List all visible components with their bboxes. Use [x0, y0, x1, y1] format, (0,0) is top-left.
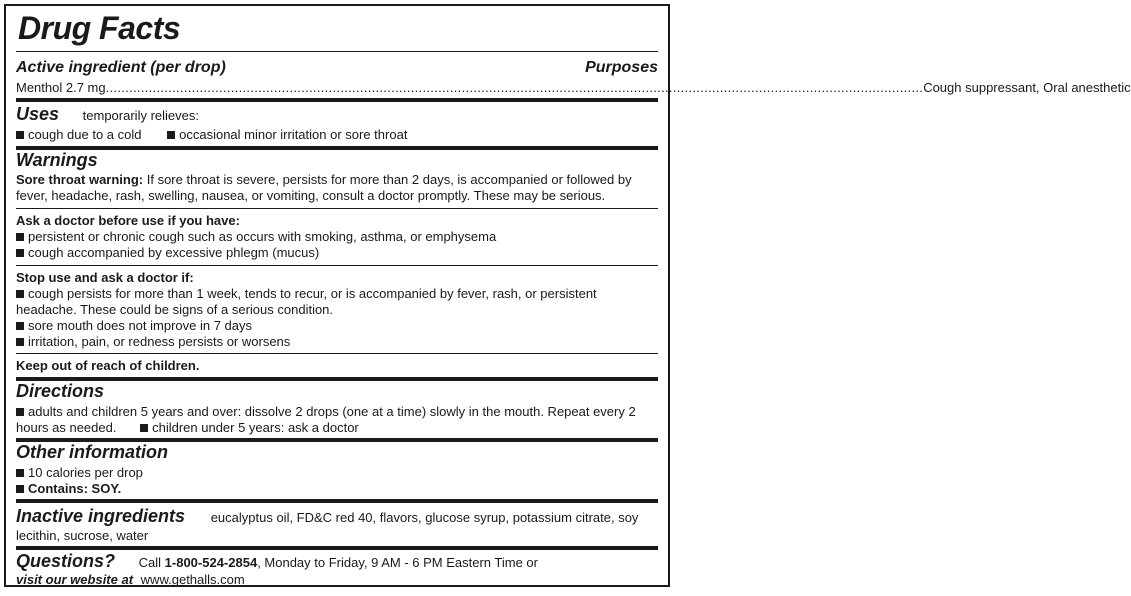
- active-purpose: Cough suppressant, Oral anesthetic: [923, 80, 1131, 95]
- keep-out-of-reach: Keep out of reach of children.: [16, 358, 200, 373]
- sore-throat-label: Sore throat warning:: [16, 172, 144, 187]
- list-item: irritation, pain, or redness persists or worsens: [16, 334, 658, 350]
- list-item: cough due to a cold: [16, 127, 141, 142]
- section-divider: [16, 546, 658, 550]
- bullet-icon: [16, 485, 24, 493]
- list-item: Contains: SOY.: [16, 481, 658, 497]
- directions-line-2: hours as needed. children under 5 years: ask a doctor: [16, 420, 359, 435]
- other-info-heading-row: [16, 444, 658, 462]
- bullet-icon: [16, 469, 24, 477]
- bullet-icon: [16, 131, 24, 139]
- sore-throat-warning-line-1: Sore throat warning: If sore throat is severe, persists for more than 2 days, is accompanied or followed by: [16, 172, 632, 187]
- section-divider: [16, 98, 658, 102]
- list-item: sore mouth does not improve in 7 days: [16, 318, 658, 334]
- bullet-icon: [167, 131, 175, 139]
- divider: [16, 208, 658, 209]
- list-item: cough accompanied by excessive phlegm (mucus): [16, 245, 658, 261]
- bullet-icon: [16, 408, 24, 416]
- active-ingredient-row: [16, 80, 1131, 96]
- website-row: [16, 572, 658, 588]
- directions-heading: Directions: [16, 381, 105, 401]
- visit-website-label: visit our website at: [16, 572, 134, 587]
- drug-facts-content: [16, 6, 1131, 587]
- bullet-icon: [140, 424, 148, 432]
- directions-heading-row: [16, 383, 658, 401]
- list-item: cough persists for more than 1 week, tends to recur, or is accompanied by fever, rash, or persistent: [16, 286, 658, 302]
- list-item: occasional minor irritation or sore throat: [167, 127, 407, 142]
- bullet-icon: [16, 249, 24, 257]
- inactive-ingredients-heading: Inactive ingredients: [16, 506, 186, 526]
- bullet-icon: [16, 322, 24, 330]
- other-info-heading: Other information: [16, 442, 168, 462]
- inactive-ingredients-row: [16, 508, 658, 526]
- uses-items: [16, 127, 658, 143]
- list-item: adults and children 5 years and over: dissolve 2 drops (one at a time) slowly in the mouth. Repeat every 2: [16, 404, 658, 420]
- stop-use-heading: Stop use and ask a doctor if:: [16, 270, 194, 285]
- purposes-heading: Purposes: [585, 59, 658, 76]
- section-divider: [16, 146, 658, 150]
- list-item-continuation: headache. These could be signs of a serious condition.: [16, 302, 334, 317]
- uses-intro: temporarily relieves:: [82, 108, 199, 123]
- bullet-icon: [16, 290, 24, 298]
- divider: [16, 265, 658, 266]
- dot-leader: .................................................................................................................................................................................................................: [105, 80, 924, 95]
- uses-header-row: [16, 106, 658, 124]
- questions-row: Questions? Call 1-800-524-2854, Monday to Friday, 9 AM - 6 PM Eastern Time or: [16, 551, 538, 571]
- bullet-icon: [16, 233, 24, 241]
- divider: [16, 353, 658, 354]
- active-ingredient-heading: Active ingredient (per drop): [16, 59, 226, 76]
- section-divider: [16, 499, 658, 503]
- list-item: 10 calories per drop: [16, 465, 658, 481]
- inactive-ingredients-text: eucalyptus oil, FD&C red 40, flavors, glucose syrup, potassium citrate, soy: [210, 510, 639, 525]
- divider: [16, 51, 658, 52]
- active-ingredient-header-row: [16, 60, 658, 76]
- drug-facts-panel: [4, 4, 1131, 587]
- sore-throat-warning-line-2: fever, headache, rash, swelling, nausea, or vomiting, consult a doctor promptly. These may be serious.: [16, 188, 606, 203]
- list-item: children under 5 years: ask a doctor: [140, 420, 359, 435]
- questions-heading: Questions?: [16, 551, 116, 571]
- inactive-ingredients-line-2: lecithin, sucrose, water: [16, 528, 149, 543]
- ask-doctor-heading: Ask a doctor before use if you have:: [16, 213, 240, 228]
- phone-number[interactable]: 1-800-524-2854: [164, 555, 258, 570]
- bullet-icon: [16, 338, 24, 346]
- warnings-heading-row: [16, 152, 658, 170]
- section-divider: [16, 377, 658, 381]
- drug-facts-title: Drug Facts: [18, 10, 181, 46]
- active-ingredient: Menthol 2.7 mg: [16, 80, 106, 95]
- website-link[interactable]: www.gethalls.com: [140, 572, 245, 587]
- warnings-heading: Warnings: [16, 150, 98, 170]
- uses-heading: Uses: [16, 104, 60, 124]
- list-item: persistent or chronic cough such as occurs with smoking, asthma, or emphysema: [16, 229, 658, 245]
